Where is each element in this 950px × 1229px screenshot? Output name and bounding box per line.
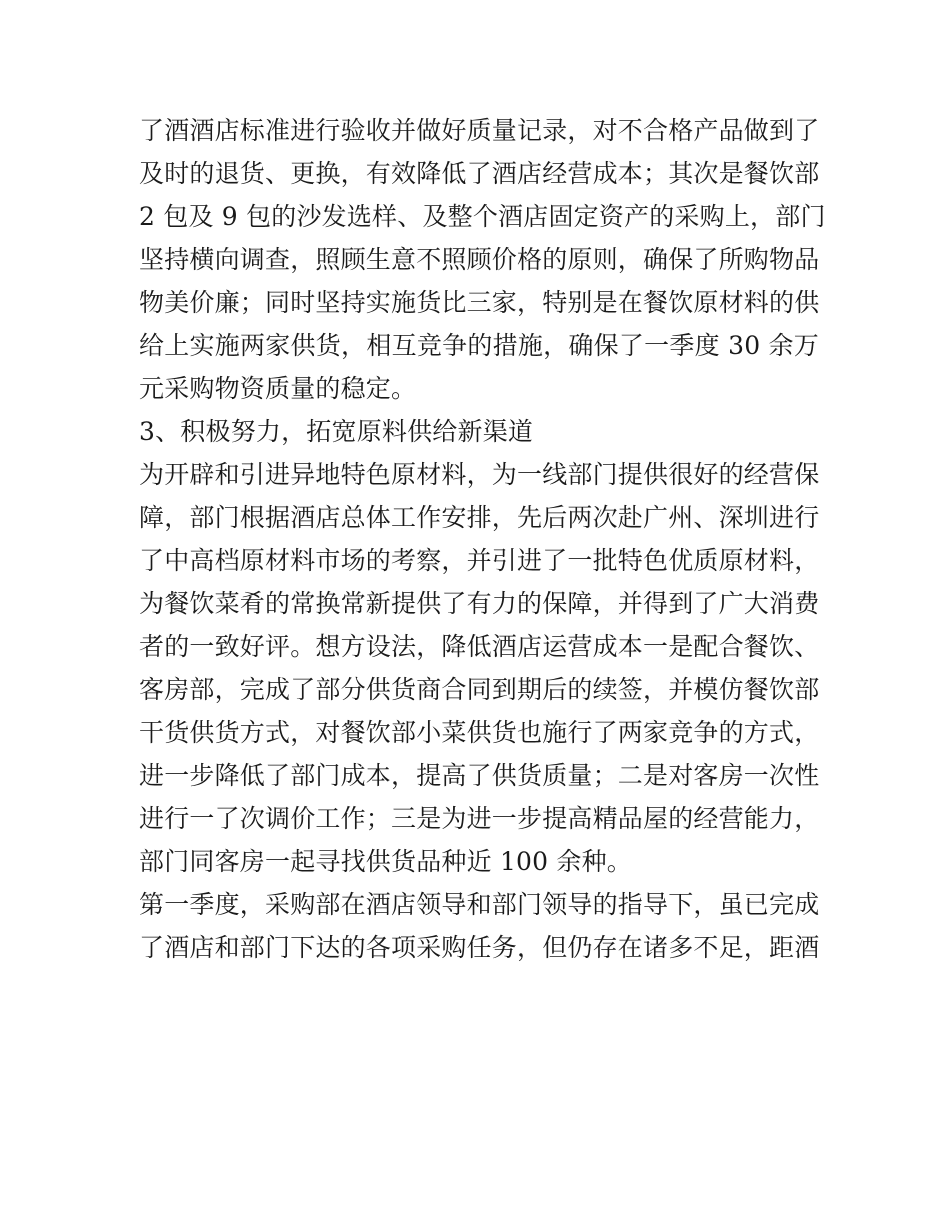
text-line-4: 坚持横向调查，照顾生意不照顾价格的原则，确保了所购物品 xyxy=(139,245,820,274)
text-line-1: 了酒酒店标准进行验收并做好质量记录，对不合格产品做到了 xyxy=(139,116,820,145)
text-line-15: 干货供货方式，对餐饮部小菜供货也施行了两家竞争的方式， xyxy=(139,718,820,747)
text-line-20: 了酒店和部门下达的各项采购任务，但仍存在诸多不足，距酒 xyxy=(139,933,820,962)
text-line-16: 进一步降低了部门成本，提高了供货质量；二是对客房一次性 xyxy=(139,761,820,790)
text-line-11: 了中高档原材料市场的考察，并引进了一批特色优质原材料， xyxy=(139,546,820,575)
text-line-14: 客房部，完成了部分供货商合同到期后的续签，并模仿餐饮部 xyxy=(139,675,820,704)
text-line-6: 给上实施两家供货，相互竞争的措施，确保了一季度 30 余万 xyxy=(139,331,819,360)
text-line-5: 物美价廉；同时坚持实施货比三家，特别是在餐饮原材料的供 xyxy=(139,288,820,317)
text-line-2: 及时的退货、更换，有效降低了酒店经营成本；其次是餐饮部 xyxy=(139,159,820,188)
text-line-7: 元采购物资质量的稳定。 xyxy=(139,374,417,403)
text-line-9: 为开辟和引进异地特色原材料，为一线部门提供很好的经营保 xyxy=(139,460,820,489)
text-line-3: 2 包及 9 包的沙发选样、及整个酒店固定资产的采购上，部门 xyxy=(139,202,826,231)
text-line-13: 者的一致好评。想方设法，降低酒店运营成本一是配合餐饮、 xyxy=(139,632,820,661)
text-line-17: 进行一了次调价工作；三是为进一步提高精品屋的经营能力， xyxy=(139,804,820,833)
section-heading: 3、积极努力，拓宽原料供给新渠道 xyxy=(139,417,534,446)
text-line-10: 障，部门根据酒店总体工作安排，先后两次赴广州、深圳进行 xyxy=(139,503,820,532)
document-body xyxy=(139,109,826,969)
text-line-12: 为餐饮菜肴的常换常新提供了有力的保障，并得到了广大消费 xyxy=(139,589,820,618)
text-line-19: 第一季度，采购部在酒店领导和部门领导的指导下，虽已完成 xyxy=(139,890,820,919)
text-line-18: 部门同客房一起寻找供货品种近 100 余种。 xyxy=(139,847,633,876)
